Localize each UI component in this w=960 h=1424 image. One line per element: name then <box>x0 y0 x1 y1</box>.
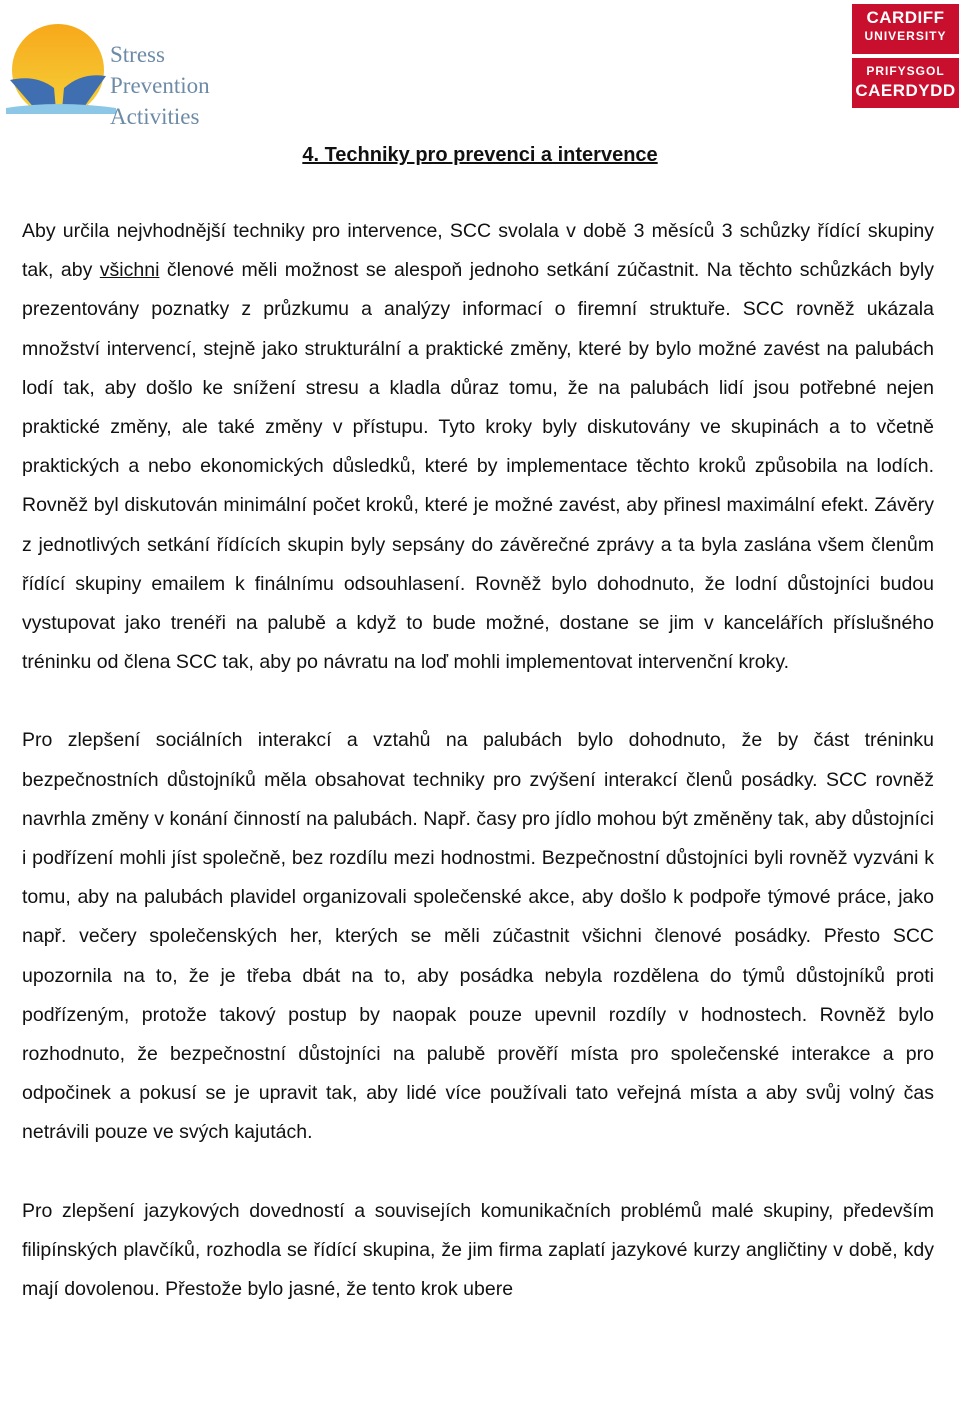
stress-prevention-activities-logo <box>6 18 210 129</box>
spa-logo-line-prevention: Prevention <box>110 73 210 98</box>
section-title: 4. Techniky pro prevenci a intervence <box>302 144 658 166</box>
spa-logo-line-stress: Stress <box>110 42 165 67</box>
paragraph-gap <box>22 682 934 721</box>
paragraph-3: Pro zlepšení jazykových dovedností a souvisejích komunikačních problémů malé skupiny, především filipínských plavčíků, rozhodla se řídící skupina, že jim firma zaplatí jazykové kurzy angličtiny v době, kdy mají dovolenou. Přestože bylo jasné, že tento krok ubere <box>22 1199 934 1301</box>
paragraph-1 <box>22 212 934 682</box>
document-body <box>22 212 934 1309</box>
paragraph-1-text-start: Aby určila nejvhodnější techniky pro intervence, SCC svolala v době 3 měsíců 3 schůzky řídící skupiny tak, aby <box>22 220 934 282</box>
cardiff-logo-line2: UNIVERSITY <box>864 29 947 43</box>
cardiff-logo-bottom-block <box>852 58 959 108</box>
paragraph-1-underlined-word: všichni <box>99 259 160 282</box>
cardiff-logo-top-block <box>852 4 959 54</box>
paragraph-gap <box>22 1153 934 1192</box>
paragraph-2: Pro zlepšení sociálních interakcí a vztahů na palubách bylo dohodnuto, že by část tréninku bezpečnostních důstojníků měla obsahovat techniky pro zvýšení interakcí členů posádky. SCC rovněž navrhla změny v konání činností na palubách. Např. časy pro jídlo mohou být změněny tak, aby důstojníci i podřízení mohli jíst společně, bez rozdílu mezi hodnostmi. Bezpečnostní důstojníci byli rovněž vyzváni k tomu, aby na palubách plavidel organizovali společenské akce, aby došlo k podpoře týmové práce, jako např. večery společenských her, kterých se měli zúčastnit všichni členové posádky. Přesto SCC upozornila na to, že je třeba dbát na to, aby posádka nebyla rozdělena do týmů důstojníků proti podřízeným, protože takový postup by naopak pouze upevnil rozdíly v hodnostech. Rovněž bylo rozhodnuto, že bezpečnostní důstojníci na palubě prověří místa pro společenské interakce a pro odpočinek a pokusí se je upravit tak, aby lidé více používali tato veřejná místa a aby svůj volný čas netrávili pouze ve svých kajutách. <box>22 729 934 1144</box>
sun-whale-tail-icon <box>6 18 116 114</box>
cardiff-logo-line4: CAERDYDD <box>855 81 956 100</box>
cardiff-logo-line3: PRIFYSGOL <box>866 64 945 78</box>
cardiff-university-logo <box>852 4 959 108</box>
spa-logo-line-activities: Activities <box>110 104 200 129</box>
paragraph-1-text-rest: členové měli možnost se alespoň jednoho setkání zúčastnit. Na těchto schůzkách byly prezentovány poznatky z průzkumu a analýzy informací o firemní struktuře. SCC rovněž ukázala množství intervencí, stejně jako strukturální a praktické změny, které by bylo možné zavést na palubách lodí tak, aby došlo ke snížení stresu a kladla důraz tomu, že na palubách lidí jsou potřebné nejen praktické změny, ale také změny v přístupu. Tyto kroky byly diskutovány ve skupinách a to včetně praktických a nebo ekonomických důsledků, které by implementace těchto kroků způsobila na lodích. Rovněž byl diskutován minimální počet kroků, které je možné zavést, aby přinesl maximální efekt. Závěry z jednotlivých setkání řídících skupin byly sepsány do závěrečné zprávy a ta byla zaslána všem členům řídící skupiny emailem k finálnímu odsouhlasení. Rovněž bylo dohodnuto, že lodní důstojníci budou vystupovat jako trenéři na palubě a když to bude možné, dostane se jim v kancelářích příslušného tréninku od člena SCC tak, aby po návratu na loď mohli implementovat intervenční kroky. <box>22 259 934 674</box>
cardiff-logo-line1: CARDIFF <box>866 8 945 27</box>
spa-logo-wordmark <box>110 40 210 133</box>
page-header <box>0 0 960 129</box>
